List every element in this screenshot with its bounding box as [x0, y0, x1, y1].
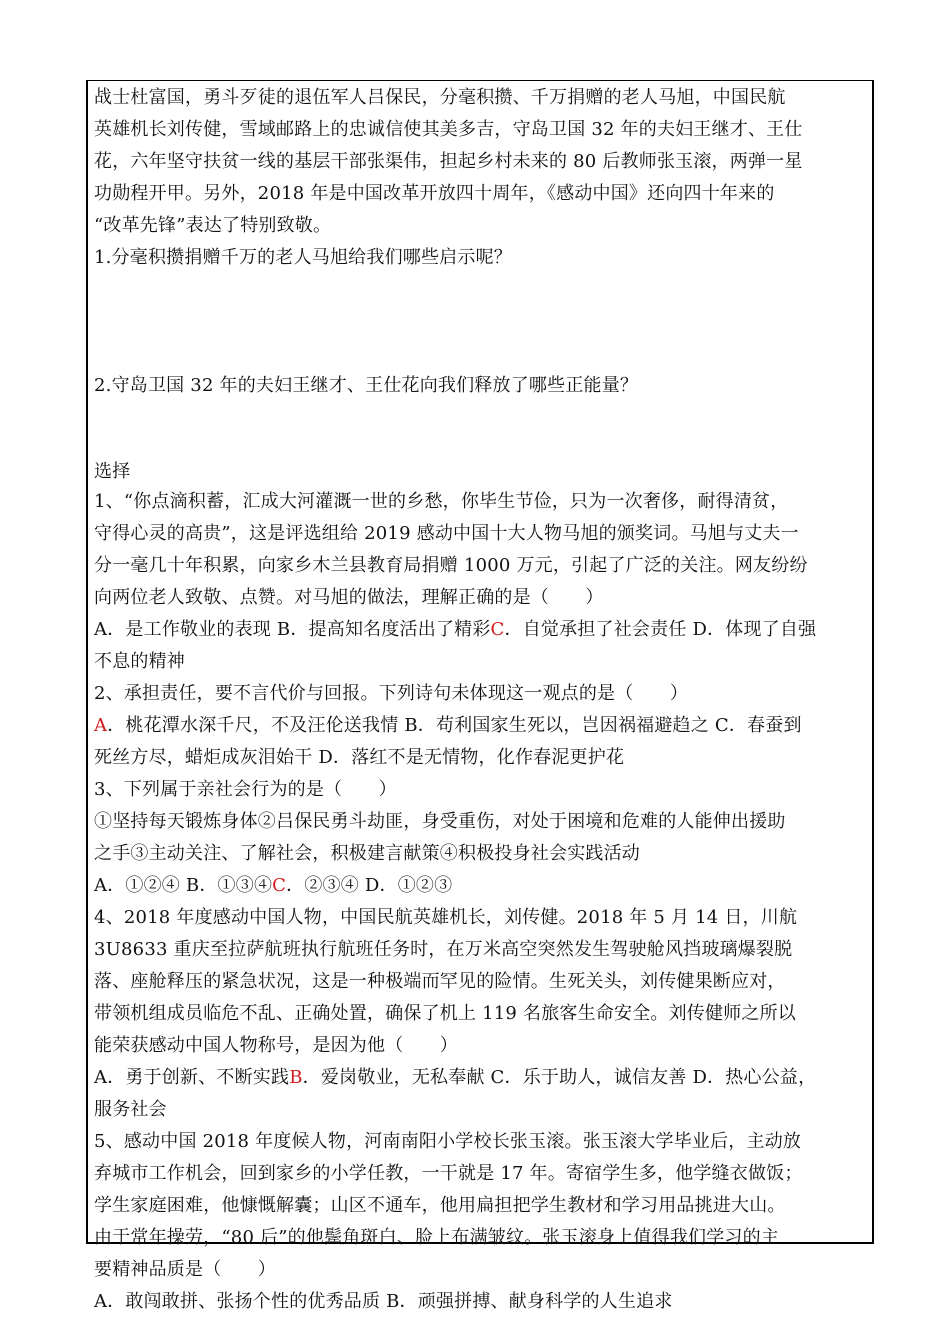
mc1-options: 不息的精神	[94, 651, 185, 672]
mc2-options: 死丝方尽，蜡炬成灰泪始干 D．落红不是无情物，化作春泥更护花	[94, 747, 625, 768]
mc1-options	[94, 616, 816, 644]
text-line: “改革先锋”表达了特别致敬。	[94, 215, 332, 236]
mc5-stem: 学生家庭困难，他慷慨解囊；山区不通车，他用扁担把学生教材和学习用品挑进大山。	[94, 1195, 786, 1216]
question-1: 1.分毫积攒捐赠千万的老人马旭给我们哪些启示呢？	[94, 247, 512, 268]
option-text: A．①②④ B．①③④	[94, 875, 273, 896]
mc3-options	[94, 872, 452, 900]
mc5-stem: 弃城市工作机会，回到家乡的小学任教，一干就是 17 年。寄宿学生多，他学缝衣做饭；	[94, 1163, 803, 1184]
option-text: ．自觉承担了社会责任 D．体现了自强	[504, 619, 817, 640]
mc1-stem: 守得心灵的高贵”，这是评选组给 2019 感动中国十大人物马旭的颁奖词。马旭与丈夫一	[94, 523, 799, 544]
mc3-stem: ①坚持每天锻炼身体②吕保民勇斗劫匪，身受重伤，对处于困境和危难的人能伸出援助	[94, 811, 786, 832]
mc2-options	[94, 712, 802, 740]
mc5-stem: 要精神品质是（ ）	[94, 1259, 276, 1280]
mc3-stem: 3、下列属于亲社会行为的是（ ）	[94, 779, 397, 800]
mc1-stem: 向两位老人致敬、点赞。对马旭的做法，理解正确的是（ ）	[94, 587, 604, 608]
question-2: 2.守岛卫国 32 年的夫妇王继才、王仕花向我们释放了哪些正能量？	[94, 375, 639, 396]
mc2-stem: 2、承担责任，要不言代价与回报。下列诗句未体现这一观点的是（ ）	[94, 683, 689, 704]
text-line: 英雄机长刘传健，雪域邮路上的忠诚信使其美多吉，守岛卫国 32 年的夫妇王继才、王仕	[94, 119, 803, 140]
option-text: A．是工作敬业的表现 B．提高知名度活出了精彩	[94, 619, 491, 640]
option-text: A．勇于创新、不断实践	[94, 1067, 290, 1088]
answer-marker: B	[289, 1067, 303, 1088]
option-text: ．爱岗敬业，无私奉献 C．乐于助人，诚信友善 D．热心公益，	[302, 1067, 817, 1088]
mc5-options: A．敢闯敢拼、张扬个性的优秀品质 B．顽强拼搏、献身科学的人生追求	[94, 1291, 673, 1312]
text-line: 花，六年坚守扶贫一线的基层干部张渠伟，担起乡村未来的 80 后教师张玉滚，两弹一星	[94, 151, 803, 172]
mc5-stem: 由于常年操劳，“80 后”的他鬓角斑白、脸上布满皱纹。张玉滚身上值得我们学习的主	[94, 1227, 780, 1248]
answer-marker: A	[94, 715, 108, 736]
mc4-stem: 带领机组成员临危不乱、正确处置，确保了机上 119 名旅客生命安全。刘传健师之所以	[94, 1003, 796, 1024]
mc3-stem: 之手③主动关注、了解社会，积极建言献策④积极投身社会实践活动	[94, 843, 640, 864]
mc5-stem: 5、感动中国 2018 年度候人物，河南南阳小学校长张玉滚。张玉滚大学毕业后，主动放	[94, 1131, 802, 1152]
option-text: ．②③④ D．①②③	[286, 875, 453, 896]
option-text: ．桃花潭水深千尺，不及汪伦送我情 B．苟利国家生死以，岂因祸福避趋之 C．春蚕到	[107, 715, 802, 736]
mc4-stem: 能荣获感动中国人物称号，是因为他（ ）	[94, 1035, 458, 1056]
section-heading: 选择	[94, 461, 131, 482]
mc4-options: 服务社会	[94, 1099, 167, 1120]
answer-marker: C	[490, 619, 505, 640]
answer-marker: C	[272, 875, 287, 896]
mc4-options	[94, 1064, 816, 1092]
mc4-stem: 落、座舱释压的紧急状况，这是一种极端而罕见的险情。生死关头，刘传健果断应对，	[94, 971, 786, 992]
mc4-stem: 4、2018 年度感动中国人物，中国民航英雄机长，刘传健。2018 年 5 月 14 日，川航	[94, 907, 798, 928]
mc1-stem: 1、“你点滴积蓄，汇成大河灌溉一世的乡愁，你毕生节俭，只为一次奢侈，耐得清贫，	[94, 491, 789, 512]
mc4-stem: 3U8633 重庆至拉萨航班执行航班任务时，在万米高空突然发生驾驶舱风挡玻璃爆裂脱	[94, 939, 793, 960]
mc1-stem: 分一毫几十年积累，向家乡木兰县教育局捐赠 1000 万元，引起了广泛的关注。网友纷纷	[94, 555, 808, 576]
text-line: 战士杜富国，勇斗歹徒的退伍军人吕保民，分毫积攒、千万捐赠的老人马旭，中国民航	[94, 87, 786, 108]
text-line: 功勋程开甲。另外，2018 年是中国改革开放四十周年，《感动中国》还向四十年来的	[94, 183, 775, 204]
